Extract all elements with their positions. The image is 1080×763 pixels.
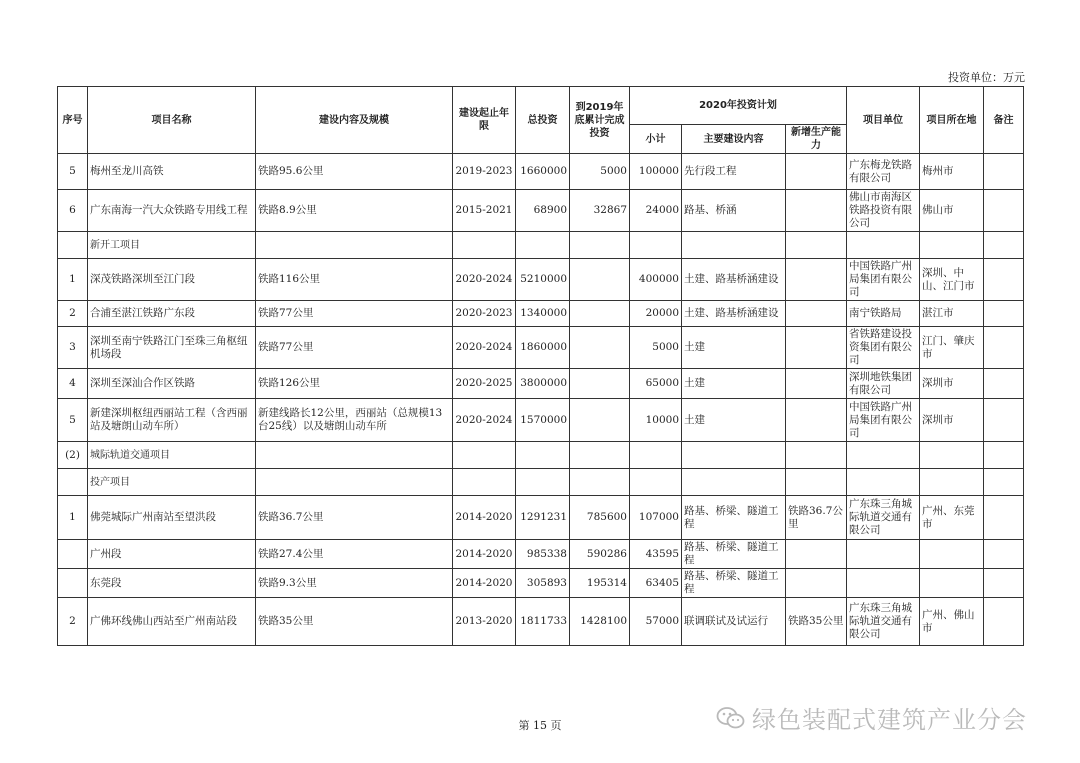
row-project-name: 新建深圳枢纽西丽站工程（含西丽站及塘朗山动车所）: [88, 399, 256, 442]
section-title: 投产项目: [88, 469, 256, 496]
row-plan-subtotal: 65000: [630, 369, 682, 399]
row-location: 梅州市: [920, 154, 984, 190]
row-total-investment: 1860000: [516, 327, 570, 369]
row-project-name: 深圳至深汕合作区铁路: [88, 369, 256, 399]
row-plan-subtotal: 100000: [630, 154, 682, 190]
row-cumulative-investment: 590286: [570, 540, 630, 569]
header-unit: 项目单位: [847, 87, 920, 154]
row-note: [984, 598, 1024, 646]
row-period: 2013-2020: [453, 598, 516, 646]
empty-cell: [786, 442, 847, 469]
row-period: 2014-2020: [453, 496, 516, 540]
row-plan-subtotal: 57000: [630, 598, 682, 646]
row-project-unit: 佛山市南海区铁路投资有限公司: [847, 190, 920, 232]
row-main-content: 路基、桥涵: [682, 190, 786, 232]
row-period: 2019-2023: [453, 154, 516, 190]
row-project-name: 深圳至南宁铁路江门至珠三角枢纽机场段: [88, 327, 256, 369]
empty-cell: [630, 469, 682, 496]
header-done: 到2019年底累计完成投资: [570, 87, 630, 154]
empty-cell: [847, 442, 920, 469]
row-seq: [58, 569, 88, 598]
row-note: [984, 369, 1024, 399]
row-project-unit: 中国铁路广州局集团有限公司: [847, 399, 920, 442]
row-location: [920, 569, 984, 598]
empty-cell: [570, 442, 630, 469]
row-cumulative-investment: [570, 259, 630, 301]
row-plan-subtotal: 24000: [630, 190, 682, 232]
row-seq: 6: [58, 190, 88, 232]
row-location: 深圳市: [920, 369, 984, 399]
row-seq: (2): [58, 442, 88, 469]
row-plan-subtotal: 107000: [630, 496, 682, 540]
row-period: 2015-2021: [453, 190, 516, 232]
row-project-name: 佛莞城际广州南站至望洪段: [88, 496, 256, 540]
row-project-unit: 广东珠三角城际轨道交通有限公司: [847, 598, 920, 646]
row-location: 江门、肇庆市: [920, 327, 984, 369]
empty-cell: [682, 469, 786, 496]
row-total-investment: 68900: [516, 190, 570, 232]
empty-cell: [786, 469, 847, 496]
row-capacity: [786, 259, 847, 301]
header-main-content: 主要建设内容: [682, 125, 786, 154]
row-cumulative-investment: 5000: [570, 154, 630, 190]
row-total-investment: 1660000: [516, 154, 570, 190]
row-project-name: 深茂铁路深圳至江门段: [88, 259, 256, 301]
row-seq: 1: [58, 259, 88, 301]
empty-cell: [920, 442, 984, 469]
table-row: [58, 259, 1024, 301]
table-row: [58, 540, 1024, 569]
row-period: 2014-2020: [453, 540, 516, 569]
row-capacity: [786, 399, 847, 442]
header-name: 项目名称: [88, 87, 256, 154]
empty-cell: [920, 232, 984, 259]
row-main-content: 路基、桥梁、隧道工程: [682, 540, 786, 569]
investment-unit-label: 投资单位：万元: [948, 71, 1025, 84]
row-note: [984, 301, 1024, 327]
empty-cell: [570, 232, 630, 259]
row-main-content: 联调联试及试运行: [682, 598, 786, 646]
row-project-unit: 南宁铁路局: [847, 301, 920, 327]
page-number: 第 15 页: [518, 719, 562, 732]
row-period: 2020-2024: [453, 259, 516, 301]
row-total-investment: 1811733: [516, 598, 570, 646]
empty-cell: [453, 469, 516, 496]
row-cumulative-investment: 1428100: [570, 598, 630, 646]
row-plan-subtotal: 5000: [630, 327, 682, 369]
row-project-name: 合浦至湛江铁路广东段: [88, 301, 256, 327]
row-capacity: [786, 369, 847, 399]
section-row: [58, 232, 1024, 259]
row-note: [984, 569, 1024, 598]
row-project-name: 广东南海一汽大众铁路专用线工程: [88, 190, 256, 232]
row-content: 铁路77公里: [256, 327, 453, 369]
row-location: 广州、佛山市: [920, 598, 984, 646]
row-capacity: [786, 569, 847, 598]
row-capacity: 铁路35公里: [786, 598, 847, 646]
row-period: 2020-2024: [453, 399, 516, 442]
empty-cell: [516, 232, 570, 259]
row-cumulative-investment: 785600: [570, 496, 630, 540]
row-total-investment: 985338: [516, 540, 570, 569]
table-row: [58, 496, 1024, 540]
row-capacity: [786, 301, 847, 327]
row-total-investment: 1340000: [516, 301, 570, 327]
row-location: 湛江市: [920, 301, 984, 327]
watermark-text: 绿色装配式建筑产业分会: [752, 706, 1027, 734]
row-content: 铁路126公里: [256, 369, 453, 399]
section-title: 新开工项目: [88, 232, 256, 259]
watermark: [716, 700, 1027, 735]
empty-cell: [630, 232, 682, 259]
row-total-investment: 5210000: [516, 259, 570, 301]
section-row: [58, 442, 1024, 469]
section-title: 城际轨道交通项目: [88, 442, 256, 469]
row-period: 2020-2023: [453, 301, 516, 327]
row-capacity: [786, 327, 847, 369]
row-capacity: [786, 190, 847, 232]
empty-cell: [786, 232, 847, 259]
empty-cell: [453, 232, 516, 259]
empty-cell: [984, 232, 1024, 259]
row-seq: 5: [58, 154, 88, 190]
row-note: [984, 327, 1024, 369]
row-location: 深圳市: [920, 399, 984, 442]
row-cumulative-investment: [570, 369, 630, 399]
row-note: [984, 154, 1024, 190]
empty-cell: [453, 442, 516, 469]
row-content: 铁路116公里: [256, 259, 453, 301]
row-period: 2020-2024: [453, 327, 516, 369]
row-note: [984, 190, 1024, 232]
empty-cell: [630, 442, 682, 469]
row-cumulative-investment: 195314: [570, 569, 630, 598]
row-seq: 2: [58, 598, 88, 646]
row-period: 2014-2020: [453, 569, 516, 598]
row-total-investment: 3800000: [516, 369, 570, 399]
row-main-content: 土建: [682, 369, 786, 399]
row-total-investment: 1570000: [516, 399, 570, 442]
section-row: [58, 469, 1024, 496]
row-main-content: 先行段工程: [682, 154, 786, 190]
table-row: [58, 154, 1024, 190]
empty-cell: [682, 232, 786, 259]
wechat-icon: [716, 705, 746, 731]
row-main-content: 土建、路基桥涵建设: [682, 259, 786, 301]
row-note: [984, 540, 1024, 569]
row-cumulative-investment: 32867: [570, 190, 630, 232]
empty-cell: [847, 469, 920, 496]
header-content: 建设内容及规模: [256, 87, 453, 154]
row-project-name: 广州段: [88, 540, 256, 569]
row-capacity: 铁路36.7公里: [786, 496, 847, 540]
row-seq: 4: [58, 369, 88, 399]
row-project-name: 梅州至龙川高铁: [88, 154, 256, 190]
row-note: [984, 399, 1024, 442]
row-location: 深圳、中山、江门市: [920, 259, 984, 301]
row-capacity: [786, 540, 847, 569]
table-row: [58, 301, 1024, 327]
row-project-name: 东莞段: [88, 569, 256, 598]
row-project-unit: 广东梅龙铁路有限公司: [847, 154, 920, 190]
row-plan-subtotal: 10000: [630, 399, 682, 442]
empty-cell: [847, 232, 920, 259]
empty-cell: [256, 469, 453, 496]
empty-cell: [682, 442, 786, 469]
row-content: 铁路9.3公里: [256, 569, 453, 598]
empty-cell: [516, 442, 570, 469]
empty-cell: [984, 469, 1024, 496]
row-seq: 2: [58, 301, 88, 327]
row-content: 铁路8.9公里: [256, 190, 453, 232]
empty-cell: [920, 469, 984, 496]
row-seq: [58, 469, 88, 496]
header-seq: 序号: [58, 87, 88, 154]
row-content: 新建线路长12公里，西丽站（总规模13台25线）以及塘朗山动车所: [256, 399, 453, 442]
empty-cell: [256, 442, 453, 469]
row-plan-subtotal: 63405: [630, 569, 682, 598]
row-total-investment: 1291231: [516, 496, 570, 540]
row-seq: 3: [58, 327, 88, 369]
row-note: [984, 496, 1024, 540]
table-row: [58, 190, 1024, 232]
row-cumulative-investment: [570, 327, 630, 369]
header-subtotal: 小计: [630, 125, 682, 154]
row-note: [984, 259, 1024, 301]
row-content: 铁路36.7公里: [256, 496, 453, 540]
header-period: 建设起止年限: [453, 87, 516, 154]
table-row: [58, 598, 1024, 646]
table-row: [58, 399, 1024, 442]
table-row: [58, 569, 1024, 598]
header-capacity: 新增生产能力: [786, 125, 847, 154]
row-capacity: [786, 154, 847, 190]
row-plan-subtotal: 20000: [630, 301, 682, 327]
row-total-investment: 305893: [516, 569, 570, 598]
row-project-unit: 深圳地铁集团有限公司: [847, 369, 920, 399]
row-seq: [58, 232, 88, 259]
row-content: 铁路95.6公里: [256, 154, 453, 190]
row-seq: 5: [58, 399, 88, 442]
row-cumulative-investment: [570, 399, 630, 442]
table-row: [58, 369, 1024, 399]
row-main-content: 土建: [682, 327, 786, 369]
row-project-name: 广佛环线佛山西站至广州南站段: [88, 598, 256, 646]
row-location: [920, 540, 984, 569]
empty-cell: [516, 469, 570, 496]
row-content: 铁路27.4公里: [256, 540, 453, 569]
row-cumulative-investment: [570, 301, 630, 327]
row-main-content: 土建、路基桥涵建设: [682, 301, 786, 327]
empty-cell: [570, 469, 630, 496]
header-plan: 2020年投资计划: [630, 87, 847, 125]
header-location: 项目所在地: [920, 87, 984, 154]
row-seq: 1: [58, 496, 88, 540]
row-project-unit: [847, 540, 920, 569]
empty-cell: [256, 232, 453, 259]
row-location: 广州、东莞市: [920, 496, 984, 540]
empty-cell: [984, 442, 1024, 469]
row-period: 2020-2025: [453, 369, 516, 399]
row-project-unit: [847, 569, 920, 598]
row-seq: [58, 540, 88, 569]
row-content: 铁路77公里: [256, 301, 453, 327]
row-main-content: 路基、桥梁、隧道工程: [682, 569, 786, 598]
row-project-unit: 中国铁路广州局集团有限公司: [847, 259, 920, 301]
row-plan-subtotal: 400000: [630, 259, 682, 301]
row-content: 铁路35公里: [256, 598, 453, 646]
table-row: [58, 327, 1024, 369]
row-plan-subtotal: 43595: [630, 540, 682, 569]
row-location: 佛山市: [920, 190, 984, 232]
investment-plan-table: [57, 86, 1024, 646]
row-main-content: 路基、桥梁、隧道工程: [682, 496, 786, 540]
header-note: 备注: [984, 87, 1024, 154]
row-main-content: 土建: [682, 399, 786, 442]
header-total: 总投资: [516, 87, 570, 154]
row-project-unit: 广东珠三角城际轨道交通有限公司: [847, 496, 920, 540]
row-project-unit: 省铁路建设投资集团有限公司: [847, 327, 920, 369]
